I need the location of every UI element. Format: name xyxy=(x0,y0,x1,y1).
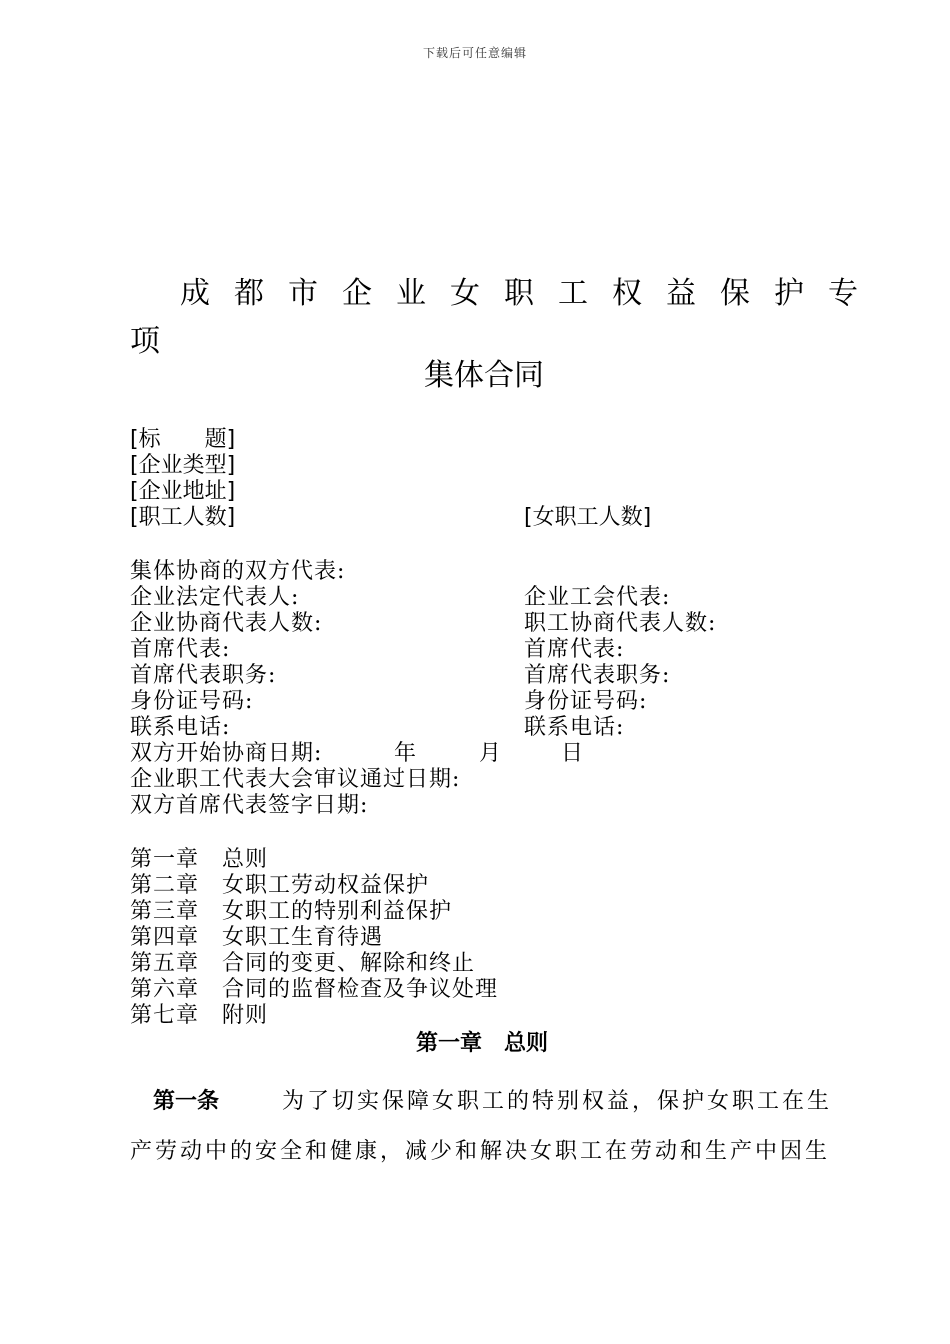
rep-right-phone: 联系电话: xyxy=(524,715,625,740)
rep-right-chief-representative: 首席代表: xyxy=(524,637,625,662)
negotiation-start-date-label: 双方开始协商日期: xyxy=(130,741,323,766)
date-year: 年 xyxy=(394,741,418,766)
rep-right-union-representative: 企业工会代表: xyxy=(524,585,671,610)
representatives-heading: 集体协商的双方代表: xyxy=(130,559,346,584)
field-female-employee-count: [女职工人数] xyxy=(524,505,652,530)
signing-date-label: 双方首席代表签字日期: xyxy=(130,793,369,818)
rep-left-negotiator-count: 企业协商代表人数: xyxy=(130,611,323,636)
toc-item: 第三章 女职工的特别利益保护 xyxy=(130,899,453,924)
toc-item: 第五章 合同的变更、解除和终止 xyxy=(130,951,476,976)
chapter-one-heading: 第一章 总则 xyxy=(415,1031,548,1056)
date-month: 月 xyxy=(479,741,503,766)
page-header-note: 下载后可任意编辑 xyxy=(422,46,527,60)
rep-right-id-number: 身份证号码: xyxy=(524,689,648,714)
toc-item: 第七章 附则 xyxy=(130,1003,269,1028)
article-one-label: 第一条 xyxy=(153,1089,220,1114)
article-one-text-line2: 产劳动中的安全和健康，减少和解决女职工在劳动和生产中因生 xyxy=(130,1139,831,1164)
date-day: 日 xyxy=(561,741,585,766)
rep-left-chief-position: 首席代表职务: xyxy=(130,663,277,688)
toc-item: 第二章 女职工劳动权益保护 xyxy=(130,873,430,898)
rep-left-phone: 联系电话: xyxy=(130,715,231,740)
rep-right-negotiator-count: 职工协商代表人数: xyxy=(524,611,717,636)
rep-right-chief-position: 首席代表职务: xyxy=(524,663,671,688)
toc-item: 第六章 合同的监督检查及争议处理 xyxy=(130,977,499,1002)
toc-item: 第四章 女职工生育待遇 xyxy=(130,925,384,950)
rep-left-id-number: 身份证号码: xyxy=(130,689,254,714)
field-title: [标 题] xyxy=(130,427,236,452)
field-enterprise-type: [企业类型] xyxy=(130,453,236,478)
document-title-line2: 项 xyxy=(130,324,160,359)
rep-left-chief-representative: 首席代表: xyxy=(130,637,231,662)
article-one-text-line1: 为了切实保障女职工的特别权益，保护女职工在生 xyxy=(282,1089,833,1114)
approval-date-label: 企业职工代表大会审议通过日期: xyxy=(130,767,461,792)
field-enterprise-address: [企业地址] xyxy=(130,479,236,504)
document-title-line1: 成都市企业女职工权益保护专 xyxy=(180,276,882,311)
field-employee-count: [职工人数] xyxy=(130,505,236,530)
rep-left-legal-representative: 企业法定代表人: xyxy=(130,585,300,610)
toc-item: 第一章 总则 xyxy=(130,847,269,872)
document-title-line3: 集体合同 xyxy=(424,358,544,393)
